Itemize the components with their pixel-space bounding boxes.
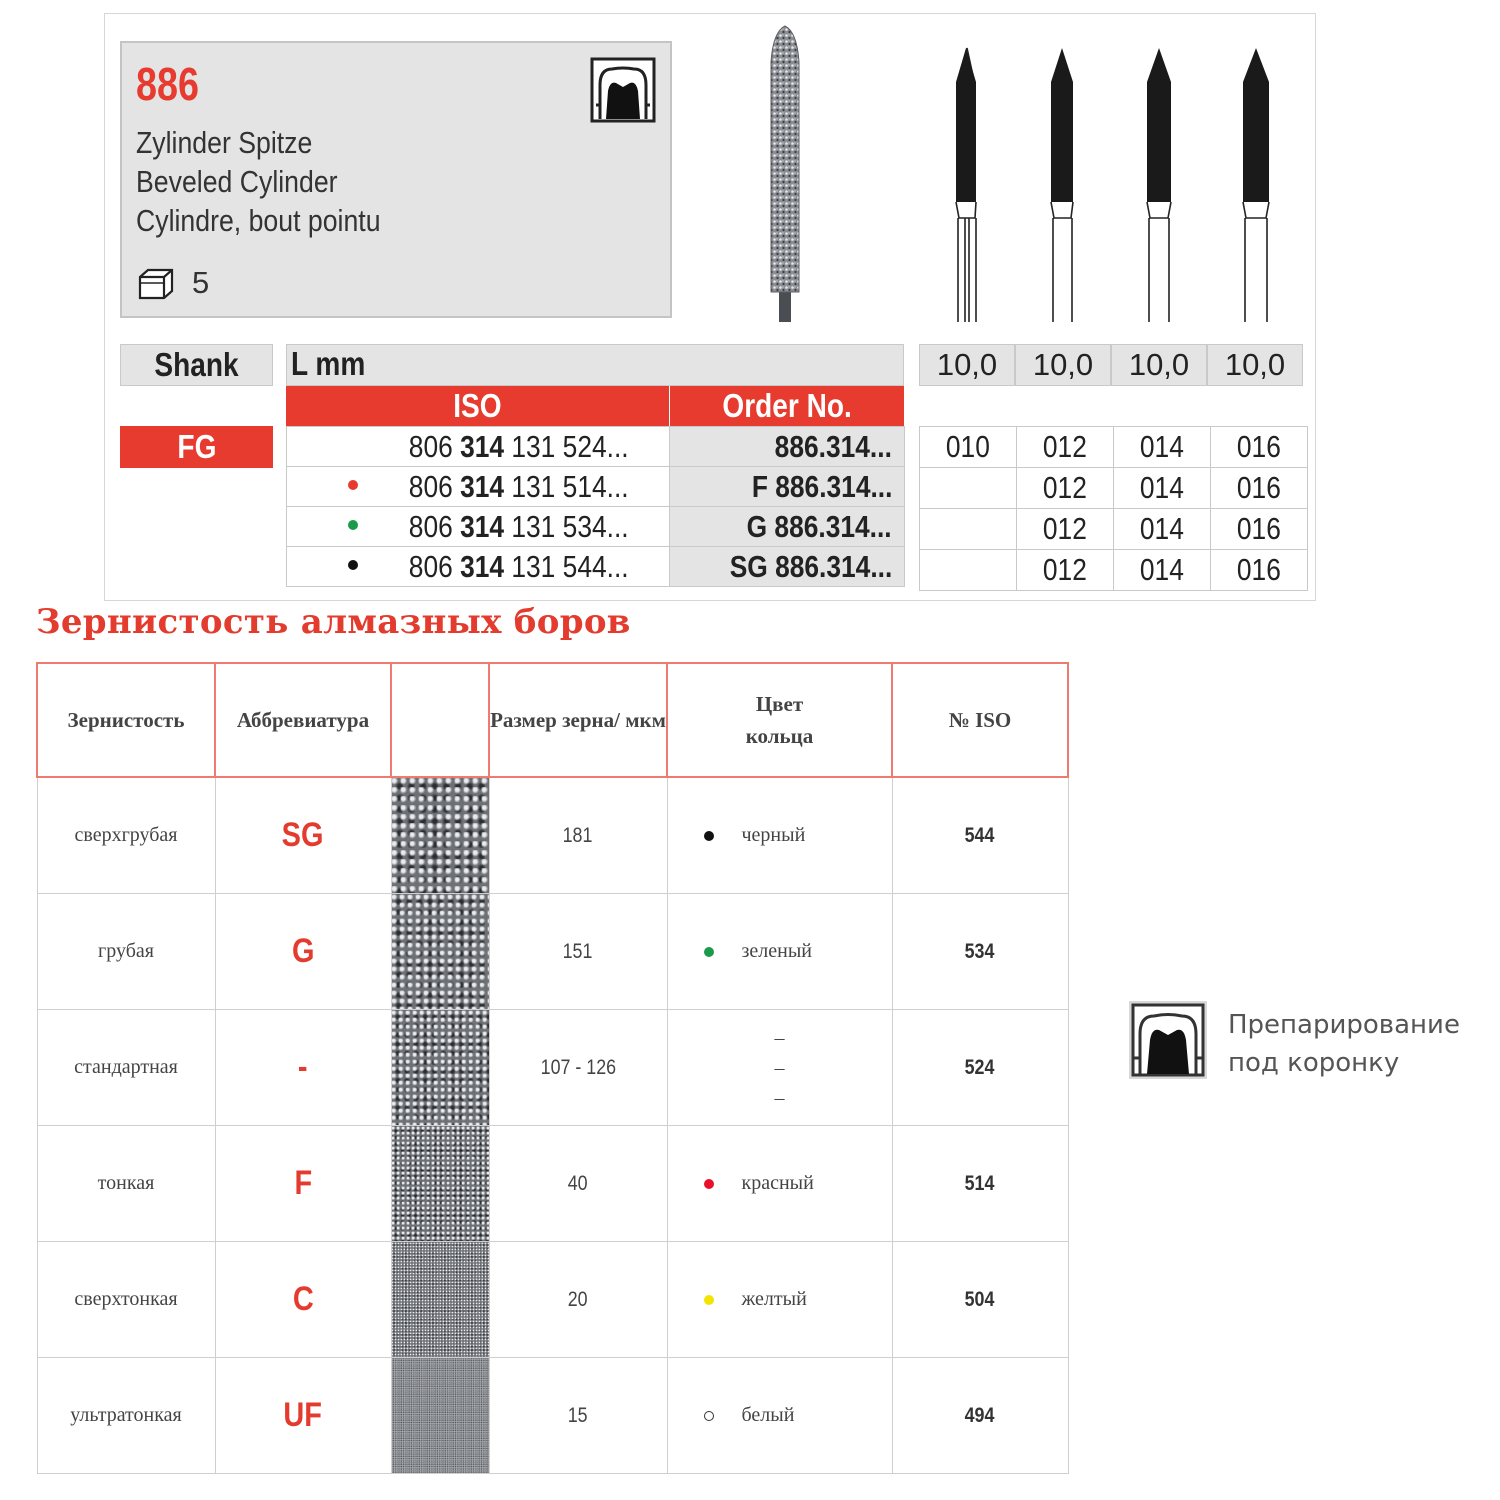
grit-row xyxy=(37,1358,1068,1474)
grit-abbreviation: F xyxy=(215,1126,391,1242)
iso-number: 494 xyxy=(892,1358,1068,1474)
order-number: F 886.314... xyxy=(670,467,905,507)
size-cell xyxy=(920,468,1017,509)
name-german: Zylinder Spitze xyxy=(136,125,313,160)
bur-size-016 xyxy=(1243,48,1269,322)
size-cell xyxy=(920,550,1017,591)
grit-row xyxy=(37,1010,1068,1126)
grit-dot xyxy=(348,520,358,530)
ring-color-dot xyxy=(704,947,714,957)
grit-name: стандартная xyxy=(37,1010,215,1126)
name-english: Beveled Cylinder xyxy=(136,164,338,199)
product-info-box xyxy=(120,41,672,318)
size-cell: 016 xyxy=(1211,427,1308,468)
shank-type-fg: FG xyxy=(120,426,273,468)
size-cell: 016 xyxy=(1211,509,1308,550)
legend-line-2: под коронку xyxy=(1228,1048,1400,1078)
bur-size-012 xyxy=(1051,48,1073,322)
bur-size-010 xyxy=(956,48,976,322)
iso-number: 544 xyxy=(892,777,1068,894)
size-cell: 012 xyxy=(1017,427,1114,468)
grain-size: 40 xyxy=(489,1126,667,1242)
size-cell xyxy=(920,509,1017,550)
length-value: 10,0 xyxy=(919,344,1015,386)
grain-size: 181 xyxy=(489,777,667,894)
diamond-bur-photo xyxy=(771,26,799,322)
iso-code: 806 314 131 534... xyxy=(287,507,670,547)
iso-no-header: № ISO xyxy=(892,663,1068,777)
grain-size: 20 xyxy=(489,1242,667,1358)
order-table xyxy=(286,426,905,587)
crown-preparation-icon xyxy=(590,57,656,123)
order-number: SG 886.314... xyxy=(670,547,905,587)
order-row xyxy=(287,507,905,547)
grit-abbreviation: SG xyxy=(215,777,391,894)
pack-quantity: 5 xyxy=(192,265,210,300)
length-header: L mm xyxy=(286,344,904,386)
grit-dot xyxy=(348,560,358,570)
ring-color-header: Цвет кольца xyxy=(667,663,892,777)
grit-texture xyxy=(391,894,489,1010)
order-row xyxy=(287,467,905,507)
model-number: 886 xyxy=(136,58,199,110)
length-value: 10,0 xyxy=(1111,344,1207,386)
iso-number: 514 xyxy=(892,1126,1068,1242)
size-cell: 016 xyxy=(1211,550,1308,591)
grit-texture xyxy=(391,1358,489,1474)
texture-header xyxy=(391,663,489,777)
length-value: 10,0 xyxy=(1015,344,1111,386)
grit-texture xyxy=(391,1010,489,1126)
ring-color-dot xyxy=(704,1411,714,1421)
grain-size: 107 - 126 xyxy=(489,1010,667,1126)
iso-code: 806 314 131 524... xyxy=(287,427,670,467)
ring-color: черный xyxy=(667,777,892,894)
ring-color: желтый xyxy=(667,1242,892,1358)
grit-dot xyxy=(348,480,358,490)
ring-color-dot xyxy=(704,1179,714,1189)
order-number: G 886.314... xyxy=(670,507,905,547)
length-value: 10,0 xyxy=(1207,344,1303,386)
order-row xyxy=(287,427,905,467)
grit-texture xyxy=(391,1242,489,1358)
grit-table xyxy=(36,662,1069,1474)
ring-color-dot xyxy=(704,831,714,841)
ring-color: зеленый xyxy=(667,894,892,1010)
grit-name: сверхгрубая xyxy=(37,777,215,894)
grit-header: Зернистость xyxy=(37,663,215,777)
grit-abbreviation: G xyxy=(215,894,391,1010)
name-french: Cylindre, bout pointu xyxy=(136,203,381,238)
size-cell: 014 xyxy=(1114,509,1211,550)
iso-code: 806 314 131 544... xyxy=(287,547,670,587)
size-row xyxy=(920,427,1308,468)
size-cell: 016 xyxy=(1211,468,1308,509)
grit-row xyxy=(37,777,1068,894)
product-card xyxy=(104,13,1316,601)
size-cell: 012 xyxy=(1017,468,1114,509)
ring-color: – – – xyxy=(667,1010,892,1126)
legend-text xyxy=(1228,1006,1460,1082)
grit-name: тонкая xyxy=(37,1126,215,1242)
crown-preparation-icon xyxy=(1128,1000,1208,1080)
shank-header: Shank xyxy=(120,344,273,386)
grain-size: 15 xyxy=(489,1358,667,1474)
iso-header: ISO xyxy=(286,386,669,426)
order-number: 886.314... xyxy=(670,427,905,467)
grit-abbreviation: - xyxy=(215,1010,391,1126)
size-cell: 014 xyxy=(1114,427,1211,468)
abbr-header: Аббревиатура xyxy=(215,663,391,777)
ring-color: красный xyxy=(667,1126,892,1242)
order-row xyxy=(287,547,905,587)
iso-number: 534 xyxy=(892,894,1068,1010)
size-row xyxy=(920,550,1308,591)
package-icon xyxy=(136,267,176,301)
grain-size-header: Размер зерна/ мкм xyxy=(489,663,667,777)
size-table xyxy=(919,426,1308,591)
iso-code: 806 314 131 514... xyxy=(287,467,670,507)
legend-line-1: Препарирование xyxy=(1228,1010,1460,1040)
grit-name: ультратонкая xyxy=(37,1358,215,1474)
size-cell: 012 xyxy=(1017,509,1114,550)
grit-abbreviation: C xyxy=(215,1242,391,1358)
bur-illustrations xyxy=(755,22,1315,322)
grit-row xyxy=(37,1126,1068,1242)
size-row xyxy=(920,509,1308,550)
size-cell: 014 xyxy=(1114,468,1211,509)
size-cell: 012 xyxy=(1017,550,1114,591)
size-cell: 014 xyxy=(1114,550,1211,591)
grit-row xyxy=(37,894,1068,1010)
iso-number: 524 xyxy=(892,1010,1068,1126)
grain-size: 151 xyxy=(489,894,667,1010)
iso-number: 504 xyxy=(892,1242,1068,1358)
length-values xyxy=(919,344,1303,386)
grit-texture xyxy=(391,777,489,894)
grit-name: сверхтонкая xyxy=(37,1242,215,1358)
size-cell: 010 xyxy=(920,427,1017,468)
grit-texture xyxy=(391,1126,489,1242)
grit-name: грубая xyxy=(37,894,215,1010)
ring-color: белый xyxy=(667,1358,892,1474)
grit-section-title: Зернистость алмазных боров xyxy=(36,602,631,642)
ring-color-dot xyxy=(704,1295,714,1305)
grit-row xyxy=(37,1242,1068,1358)
grit-abbreviation: UF xyxy=(215,1358,391,1474)
size-row xyxy=(920,468,1308,509)
bur-size-014 xyxy=(1147,48,1171,322)
order-no-header: Order No. xyxy=(670,386,904,426)
